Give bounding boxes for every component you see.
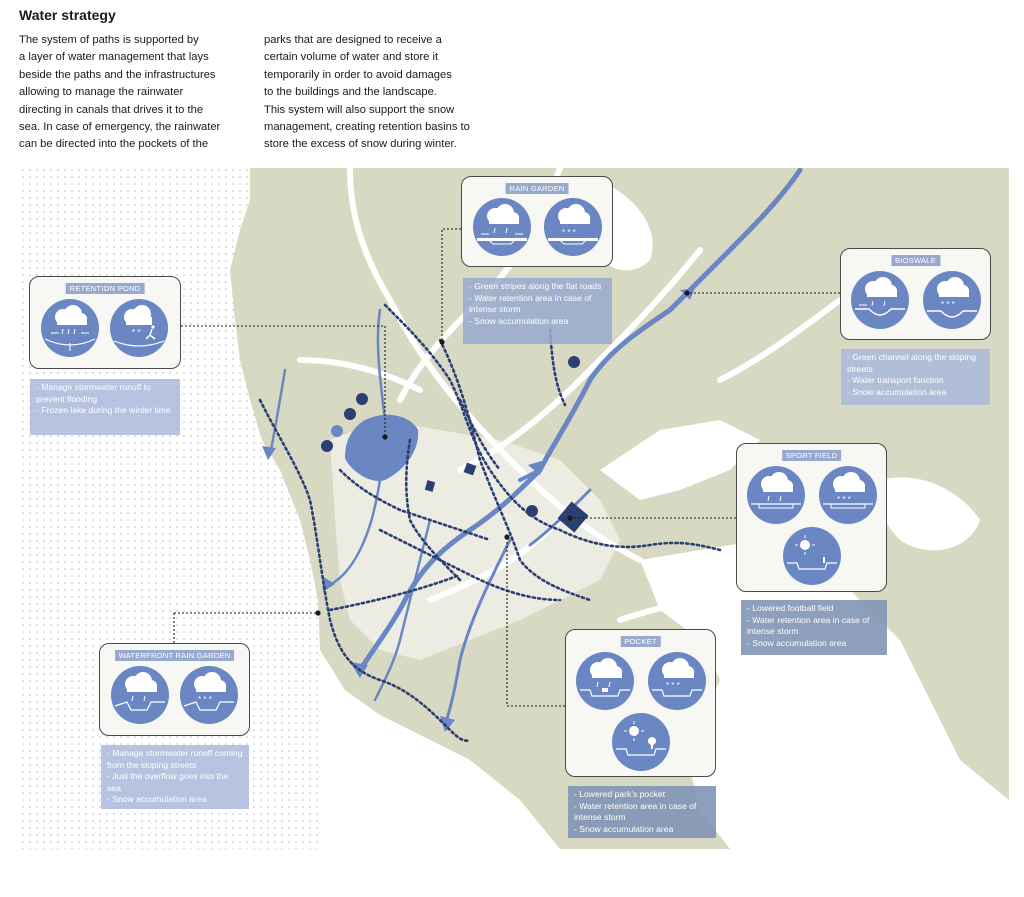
intro-line: to the buildings and the landscape. — [264, 86, 437, 99]
note-line: - Water retention area in case of intense storm — [469, 292, 592, 314]
rain-cloud-icon — [41, 299, 99, 357]
note-line: - Water retention area in case of intense storm — [574, 800, 697, 822]
panel-title: RETENTION POND — [66, 283, 145, 294]
sun-icon — [612, 713, 670, 771]
note-line: - Snow accumulation area — [747, 637, 847, 648]
panel-pocket — [565, 629, 716, 777]
sun-icon — [783, 527, 841, 585]
note-pocket — [568, 786, 716, 838]
rain-cloud-icon — [473, 198, 531, 256]
intro-line: This system will also support the snow — [264, 103, 455, 116]
intro-line: beside the paths and the infrastructures — [19, 68, 216, 81]
note-line: - Snow accumulation area — [574, 823, 674, 834]
note-line: - Snow accumulation area — [107, 794, 207, 804]
intro-line: parks that are designed to receive a — [264, 34, 442, 46]
note-line: - Manage stormwater runoff to prevent flooding — [36, 382, 151, 404]
intro-line: temporarily in order to avoid damages — [264, 68, 452, 81]
rain-cloud-icon — [111, 666, 169, 724]
intro-line: directing in canals that drives it to the — [19, 103, 204, 116]
note-sport-field — [741, 600, 887, 655]
note-line: - Water retention area in case of intense storm — [747, 614, 870, 636]
panel-title: RAIN GARDEN — [506, 183, 569, 194]
svg-text:* *: * * — [132, 328, 141, 337]
note-line: - Green channel along the sloping streets — [847, 352, 976, 374]
snow-cloud-icon — [648, 652, 706, 710]
intro-line: can be directed into the pockets of the — [19, 138, 209, 151]
svg-text:* * *: * * * — [837, 495, 851, 504]
panel-title: BIOSWALE — [891, 255, 940, 266]
note-line: - Water transport function — [847, 375, 944, 385]
note-retention-pond — [30, 379, 180, 435]
svg-text:* * *: * * * — [562, 228, 576, 237]
note-line: - Frozen lake during the winter time — [36, 405, 171, 415]
note-rain-garden — [463, 278, 612, 344]
note-waterfront-rain-garden — [101, 745, 249, 809]
intro-line: management, creating retention basins to — [264, 121, 470, 134]
note-line: - Just the overflow goes into the sea — [107, 771, 229, 793]
panel-bioswale — [840, 248, 991, 340]
note-line: - Snow accumulation area — [469, 315, 569, 326]
intro-line: sea. In case of emergency, the rainwater — [19, 121, 221, 134]
intro-line: The system of paths is supported by — [19, 34, 199, 46]
intro-line: allowing to manage the rainwater — [19, 86, 184, 99]
svg-text:* * *: * * * — [198, 695, 212, 704]
note-line: - Green stripes along the flat roads — [469, 281, 602, 291]
panel-sport-field — [736, 443, 887, 592]
svg-text:* * *: * * * — [666, 681, 680, 690]
panel-title: POCKET — [620, 636, 660, 647]
note-line: - Lowered football field — [747, 603, 834, 613]
panel-title: SPORT FIELD — [782, 450, 842, 461]
panel-retention-pond — [29, 276, 181, 369]
note-line: - Manage stormwater runoff coming from the sloping streets — [107, 748, 243, 770]
rain-cloud-icon — [851, 271, 909, 329]
snow-cloud-icon — [819, 466, 877, 524]
panel-waterfront-rain-garden — [99, 643, 250, 736]
rain-cloud-icon — [576, 652, 634, 710]
rain-cloud-icon — [747, 466, 805, 524]
intro-line: store the excess of snow during winter. — [264, 138, 457, 151]
snow-cloud-icon — [544, 198, 602, 256]
snow-cloud-icon — [180, 666, 238, 724]
intro-line: certain volume of water and store it — [264, 51, 439, 64]
ice-skater-icon — [110, 299, 168, 357]
note-line: - Lowered park's pocket — [574, 789, 665, 799]
note-line: - Snow accumulation area — [847, 386, 947, 397]
intro-line: a layer of water management that lays — [19, 51, 209, 64]
snow-cloud-icon — [923, 271, 981, 329]
panel-rain-garden — [461, 176, 613, 267]
svg-text:* * *: * * * — [941, 300, 955, 309]
note-bioswale — [841, 349, 990, 405]
page-title: Water strategy — [19, 7, 116, 23]
panel-title: WATERFRONT RAIN GARDEN — [115, 650, 235, 661]
